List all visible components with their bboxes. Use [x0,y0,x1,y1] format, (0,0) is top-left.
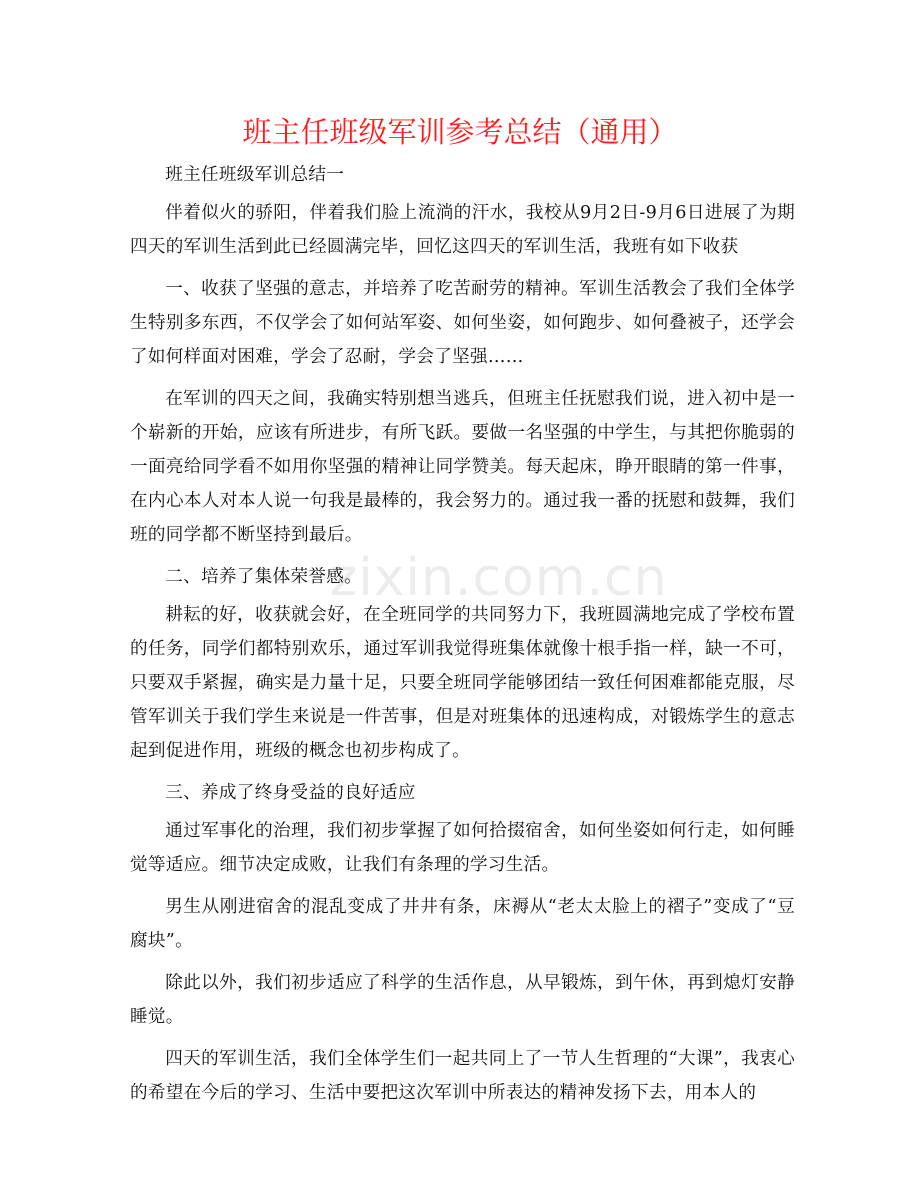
paragraph: 除此以外，我们初步适应了科学的生活作息，从早锻炼，到午休，再到熄灯安静睡觉。 [130,973,795,1027]
section-heading: 班主任班级军训总结一 [165,165,345,185]
paragraph: 通过军事化的治理，我们初步掌握了如何拾掇宿舍，如何坐姿如何行走，如何睡觉等适应。细节决定成败，让我们有条理的学习生活。 [130,821,795,875]
paragraph: 耕耘的好，收获就会好，在全班同学的共同努力下，我班圆满地完成了学校布置的任务，同学们都特别欢乐，通过军训我觉得班集体就像十根手指一样，缺一不可，只要双手紧握，确实是力量十足，只要全班同学能够团结一致任何困难都能克服，尽管军训关于我们学生来说是一件苦事，但是对班集体的迅速构成，对锻炼学生的意志起到促进作用，班级的概念也初步构成了。 [130,605,795,761]
document-body [130,158,795,1118]
paragraph: 在军训的四天之间，我确实特别想当逃兵，但班主任抚慰我们说，进入初中是一个崭新的开始，应该有所进步，有所飞跃。要做一名坚强的中学生，与其把你脆弱的一面亮给同学看不如用你坚强的精神让同学赞美。每天起床，睁开眼睛的第一件事，在内心本人对本人说一句我是最棒的，我会努力的。通过我一番的抚慰和鼓舞，我们班的同学都不断坚持到最后。 [130,389,795,545]
paragraph: 男生从刚进宿舍的混乱变成了井井有条，床褥从“老太太脸上的褶子”变成了“豆腐块”。 [130,897,795,951]
document-title: 班主任班级军训参考总结（通用） [242,115,678,149]
watermark: zixin.com.cn [330,548,668,608]
paragraph: 一、收获了坚强的意志，并培养了吃苦耐劳的精神。军训生活教会了我们全体学生特别多东西，不仅学会了如何站军姿、如何坐姿，如何跑步、如何叠被子，还学会了如何样面对困难，学会了忍耐，学会了坚强…… [130,279,795,367]
paragraph: 四天的军训生活，我们全体学生们一起共同上了一节人生哲理的“大课”，我衷心的希望在今后的学习、生活中要把这次军训中所表达的精神发扬下去，用本人的 [130,1049,795,1103]
section-heading: 二、培养了集体荣誉感。 [165,567,363,587]
paragraph: 伴着似火的骄阳，伴着我们脸上流淌的汗水，我校从9月2日-9月6日进展了为期四天的军训生活到此已经圆满完毕，回忆这四天的军训生活，我班有如下收获 [130,203,795,257]
section-heading: 三、养成了终身受益的良好适应 [165,783,416,803]
